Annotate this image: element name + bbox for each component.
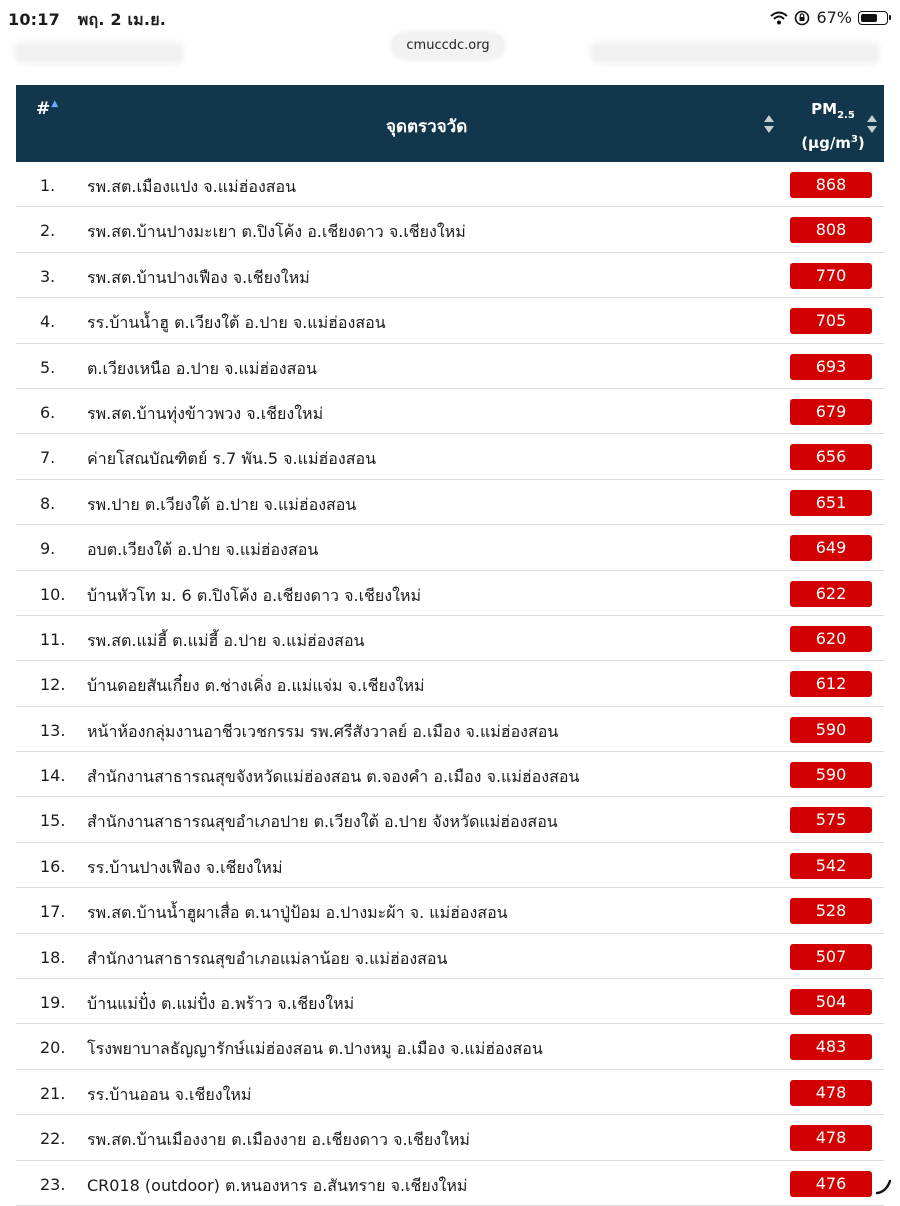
pm25-value-badge: 478 [790, 1080, 872, 1106]
table-row[interactable] [16, 1024, 884, 1069]
row-number: 12. [40, 675, 66, 695]
pm25-value-badge: 590 [790, 762, 872, 788]
table-row[interactable] [16, 661, 884, 706]
row-station-name[interactable]: รพ.สต.แม่ฮี้ ต.แม่ฮี้ อ.ปาย จ.แม่ฮ่องสอน [87, 630, 365, 650]
row-station-name[interactable]: หน้าห้องกลุ่มงานอาชีวเวชกรรม รพ.ศรีสังวาลย์ อ.เมือง จ.แม่ฮ่องสอน [87, 721, 559, 741]
table-row[interactable] [16, 253, 884, 298]
status-indicators [770, 8, 888, 27]
row-station-name[interactable]: รพ.สต.บ้านปางเฟือง จ.เชียงใหม่ [87, 267, 310, 287]
status-date: พฤ. 2 เม.ย. [77, 10, 167, 29]
table-row[interactable] [16, 752, 884, 797]
row-station-name[interactable]: บ้านหัวโท ม. 6 ต.ปิงโค้ง อ.เชียงดาว จ.เชียงใหม่ [87, 585, 421, 605]
row-station-name[interactable]: รร.บ้านน้ำฮู ต.เวียงใต้ อ.ปาย จ.แม่ฮ่องสอน [87, 313, 386, 333]
row-station-name[interactable]: รพ.ปาย ต.เวียงใต้ อ.ปาย จ.แม่ฮ่องสอน [87, 494, 357, 514]
table-row[interactable] [16, 1070, 884, 1115]
wifi-icon [770, 11, 788, 25]
table-row[interactable] [16, 162, 884, 207]
row-station-name[interactable]: บ้านแม่ปั๋ง ต.แม่ปั๋ง อ.พร้าว จ.เชียงใหม่ [87, 994, 355, 1014]
browser-url-area [0, 30, 900, 72]
table-row[interactable] [16, 207, 884, 252]
pm25-value-badge: 590 [790, 717, 872, 743]
table-row[interactable] [16, 1115, 884, 1160]
row-number: 15. [40, 811, 66, 831]
table-row[interactable] [16, 979, 884, 1024]
blurred-nav-right [590, 42, 880, 64]
table-row[interactable] [16, 843, 884, 888]
row-number: 18. [40, 947, 66, 967]
row-number: 14. [40, 766, 66, 786]
row-number: 21. [40, 1083, 66, 1103]
pm25-value-badge: 622 [790, 581, 872, 607]
table-row[interactable] [16, 888, 884, 933]
pm25-value-badge: 507 [790, 944, 872, 970]
scroll-indicator-icon [874, 1176, 894, 1196]
row-station-name[interactable]: สำนักงานสาธารณสุขจังหวัดแม่ฮ่องสอน ต.จองคำ อ.เมือง จ.แม่ฮ่องสอน [87, 767, 580, 787]
url-pill[interactable]: cmuccdc.org [392, 33, 504, 59]
row-number: 1. [40, 176, 56, 195]
table-body [16, 162, 884, 1206]
pm25-value-badge: 612 [790, 671, 872, 697]
row-station-name[interactable]: บ้านดอยสันเกี๋ยง ต.ช่างเคิ่ง อ.แม่แจ่ม จ.เชียงใหม่ [87, 676, 425, 696]
table-header [16, 85, 884, 162]
pm25-value-badge: 656 [790, 444, 872, 470]
pm25-value-badge: 651 [790, 490, 872, 516]
row-number: 9. [40, 539, 56, 559]
row-station-name[interactable]: CR018 (outdoor) ต.หนองหาร อ.สันทราย จ.เชียงใหม่ [87, 1175, 468, 1195]
row-number: 13. [40, 720, 66, 740]
row-station-name[interactable]: รพ.สต.เมืองแปง จ.แม่ฮ่องสอน [87, 177, 297, 196]
pm25-value-badge: 868 [790, 172, 872, 198]
pm25-value-badge: 679 [790, 399, 872, 425]
header-pm25[interactable]: $PM_{2.5}$ $(\mu g/m^3)$ [801, 100, 865, 152]
row-station-name[interactable]: รพ.สต.บ้านน้ำฮูผาเสื่อ ต.นาปู่ป้อม อ.ปางมะผ้า จ. แม่ฮ่องสอน [87, 903, 508, 923]
pm25-value-badge: 620 [790, 626, 872, 652]
station-sort-icon[interactable] [764, 115, 774, 133]
row-number: 11. [40, 629, 66, 649]
pm25-value-badge: 705 [790, 308, 872, 334]
row-number: 19. [40, 993, 66, 1013]
pm25-value-badge: 649 [790, 535, 872, 561]
table-row[interactable] [16, 480, 884, 525]
status-time: 10:17 [8, 10, 60, 29]
row-station-name[interactable]: รร.บ้านปางเฟือง จ.เชียงใหม่ [87, 857, 283, 877]
row-number: 6. [40, 402, 56, 422]
table-row[interactable] [16, 571, 884, 616]
pm25-value-badge: 528 [790, 898, 872, 924]
pm25-value-badge: 478 [790, 1125, 872, 1151]
row-station-name[interactable]: ค่ายโสณบัณฑิตย์ ร.7 พัน.5 จ.แม่ฮ่องสอน [87, 449, 376, 469]
row-station-name[interactable]: อบต.เวียงใต้ อ.ปาย จ.แม่ฮ่องสอน [87, 540, 319, 560]
pm25-value-badge: 575 [790, 807, 872, 833]
table-row[interactable] [16, 797, 884, 842]
row-station-name[interactable]: รพ.สต.บ้านปางมะเยา ต.ปิงโค้ง อ.เชียงดาว จ.เชียงใหม่ [87, 222, 466, 242]
row-station-name[interactable]: โรงพยาบาลธัญญารักษ์แม่ฮ่องสอน ต.ปางหมู อ.เมือง จ.แม่ฮ่องสอน [87, 1039, 543, 1059]
row-number: 10. [40, 584, 66, 604]
pm25-value-badge: 770 [790, 263, 872, 289]
table-row[interactable] [16, 1161, 884, 1206]
sort-asc-icon: ▲ [51, 99, 59, 109]
pm25-value-badge: 476 [790, 1171, 872, 1197]
pm25-value-badge: 542 [790, 853, 872, 879]
header-station[interactable]: จุดตรวจวัด [386, 117, 468, 137]
table-row[interactable] [16, 707, 884, 752]
row-number: 5. [40, 357, 56, 377]
battery-percent: 67% [816, 8, 852, 27]
row-number: 23. [40, 1174, 66, 1194]
row-number: 8. [40, 493, 56, 513]
pm25-value-badge: 808 [790, 217, 872, 243]
table-row[interactable] [16, 298, 884, 343]
row-station-name[interactable]: รร.บ้านออน จ.เชียงใหม่ [87, 1084, 252, 1104]
row-station-name[interactable]: สำนักงานสาธารณสุขอำเภอปาย ต.เวียงใต้ อ.ปาย จังหวัดแม่ฮ่องสอน [87, 812, 558, 832]
row-station-name[interactable]: สำนักงานสาธารณสุขอำเภอแม่ลาน้อย จ.แม่ฮ่องสอน [87, 948, 448, 968]
row-number: 16. [40, 856, 66, 876]
header-number[interactable]: #▲ [36, 99, 59, 119]
row-number: 7. [40, 448, 56, 468]
pm25-value-badge: 483 [790, 1034, 872, 1060]
row-number: 20. [40, 1038, 66, 1058]
table-row[interactable] [16, 525, 884, 570]
row-number: 2. [40, 221, 56, 241]
row-station-name[interactable]: รพ.สต.บ้านทุ่งข้าวพวง จ.เชียงใหม่ [87, 403, 324, 423]
row-number: 4. [40, 312, 56, 332]
blurred-nav-left [14, 42, 184, 64]
row-station-name[interactable]: ต.เวียงเหนือ อ.ปาย จ.แม่ฮ่องสอน [87, 358, 317, 378]
row-number: 3. [40, 266, 56, 286]
table-row[interactable] [16, 616, 884, 661]
orientation-lock-icon [794, 10, 810, 26]
pm25-value-badge: 504 [790, 989, 872, 1015]
row-number: 22. [40, 1129, 66, 1149]
battery-icon [858, 11, 888, 25]
table-row[interactable] [16, 344, 884, 389]
row-station-name[interactable]: รพ.สต.บ้านเมืองงาย ต.เมืองงาย อ.เชียงดาว จ.เชียงใหม่ [87, 1130, 470, 1150]
row-number: 17. [40, 902, 66, 922]
table-row[interactable] [16, 389, 884, 434]
table-row[interactable] [16, 434, 884, 479]
table-row[interactable] [16, 934, 884, 979]
pm25-value-badge: 693 [790, 354, 872, 380]
pm25-sort-icon[interactable] [867, 115, 877, 133]
